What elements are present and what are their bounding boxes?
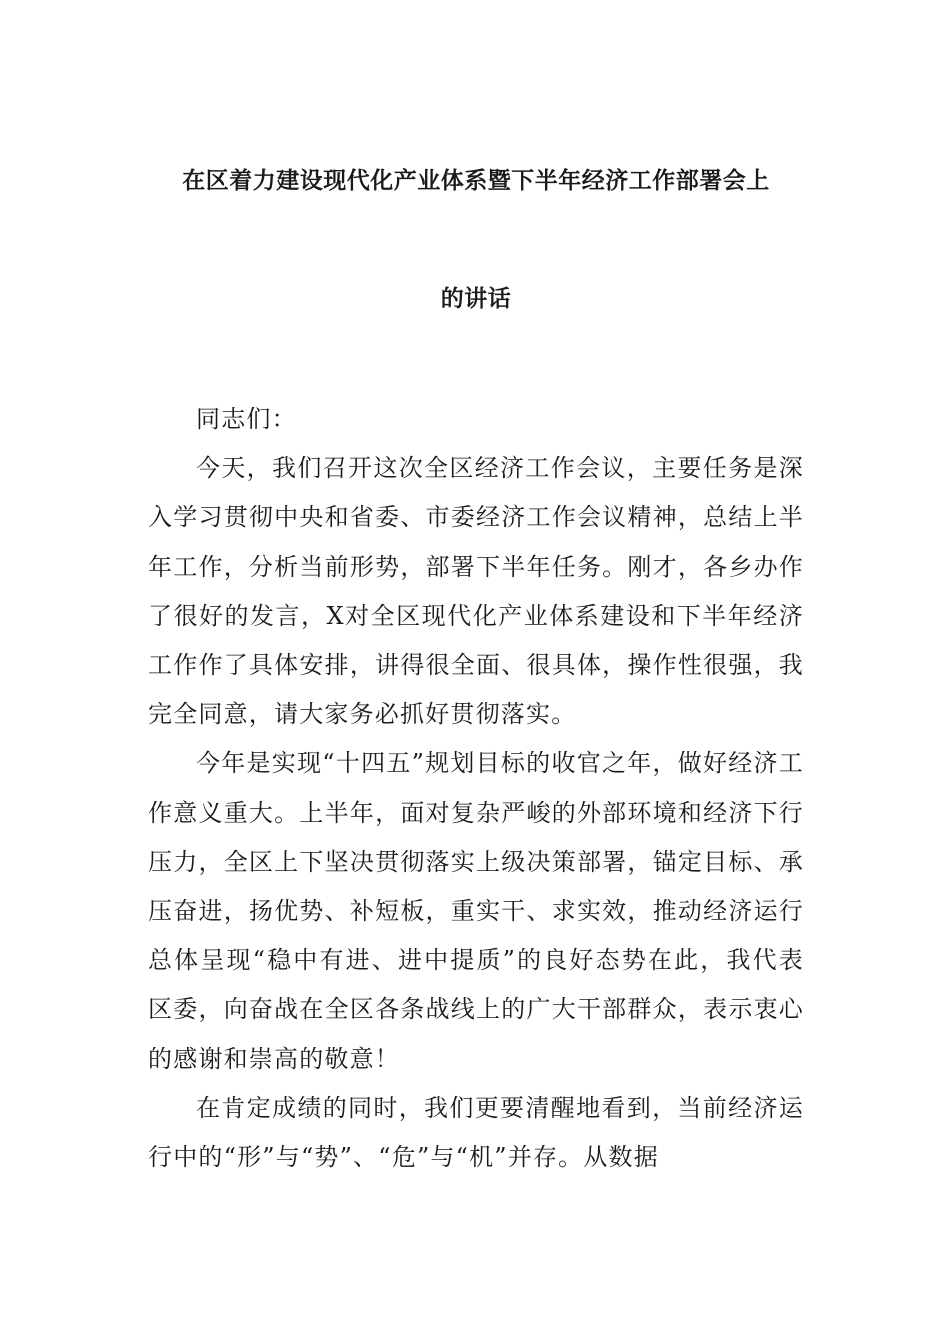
document-body — [148, 395, 804, 1182]
document-title-line-2: 的讲话 — [440, 286, 512, 312]
salutation: 同志们： — [196, 405, 297, 433]
paragraph-situation-analysis: 在肯定成绩的同时，我们更要清醒地看到，当前经济运行中的“形”与“势”、“危”与“机”并存。从数据 — [148, 1093, 804, 1172]
document-title-line-1: 在区着力建设现代化产业体系暨下半年经济工作部署会上 — [182, 168, 770, 194]
paragraph-first-half-review: 今年是实现“十四五”规划目标的收官之年，做好经济工作意义重大。上半年，面对复杂严峻的外部环境和经济下行压力，全区上下坚决贯彻落实上级决策部署，锚定目标、承压奋进，扬优势、补短板，重实干、求实效，推动经济运行总体呈现“稳中有进、进中提质”的良好态势在此，我代表区委，向奋战在全区各条战线上的广大干部群众，表示衷心的感谢和崇高的敬意！ — [148, 749, 804, 1073]
paragraph-intro: 今天，我们召开这次全区经济工作会议，主要任务是深入学习贯彻中央和省委、市委经济工作会议精神，总结上半年工作，分析当前形势，部署下半年任务。刚才，各乡办作了很好的发言，X对全区现代化产业体系建设和下半年经济工作作了具体安排，讲得很全面、很具体，操作性很强，我完全同意，请大家务必抓好贯彻落实。 — [148, 454, 804, 729]
